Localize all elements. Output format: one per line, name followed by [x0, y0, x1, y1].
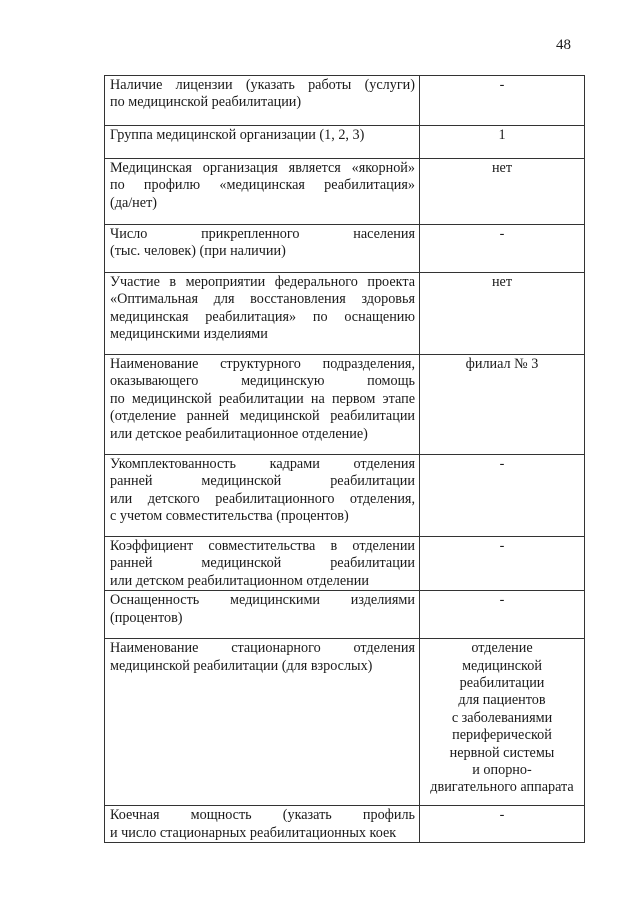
- row-label-line: или детском реабилитационном отделении: [110, 572, 369, 589]
- row-label-line: оказывающего медицинскую помощь: [110, 373, 415, 390]
- row-label-line: Участие в мероприятии федерального проекта: [110, 274, 415, 290]
- row-label-line: по медицинской реабилитации): [110, 94, 302, 111]
- table-row: [105, 126, 585, 159]
- row-label-line: (процентов): [110, 609, 183, 626]
- table-row: [105, 639, 585, 806]
- table-row: [105, 806, 585, 843]
- row-label-line: Наименование стационарного отделения: [110, 640, 415, 657]
- table-row: [105, 455, 585, 537]
- table-row: [105, 76, 585, 126]
- row-value-cell: [420, 591, 585, 639]
- row-label-line: или детское реабилитационное отделение): [110, 425, 368, 442]
- row-value-line: нет: [491, 274, 513, 290]
- table-row: [105, 273, 585, 355]
- row-label-line: с учетом совместительства (процентов): [110, 508, 349, 525]
- table-row: [105, 591, 585, 639]
- row-label-cell: [105, 591, 420, 639]
- row-label-cell: [105, 76, 420, 126]
- row-value-line: филиал № 3: [465, 356, 539, 372]
- row-label-line: Оснащенность медицинскими изделиями: [110, 592, 415, 609]
- row-label-line: Укомплектованность кадрами отделения: [110, 456, 415, 472]
- row-value-line: -: [499, 538, 505, 554]
- row-label-line: Медицинская организация является «якорной»: [110, 160, 415, 176]
- row-value-cell: [420, 355, 585, 455]
- row-value-cell: [420, 159, 585, 225]
- row-value-line: медицинской: [462, 657, 542, 674]
- row-value-cell: [420, 225, 585, 273]
- row-value-line: -: [499, 77, 505, 93]
- table-row: [105, 225, 585, 273]
- row-value-line: периферической: [452, 727, 552, 744]
- row-label-cell: [105, 355, 420, 455]
- row-value-line: 1: [498, 127, 506, 143]
- row-label-line: (тыс. человек) (при наличии): [110, 243, 286, 260]
- row-value-cell: [420, 126, 585, 159]
- row-value-cell: [420, 806, 585, 843]
- row-label-cell: [105, 273, 420, 355]
- row-label-line: медицинская реабилитация» по оснащению: [110, 308, 415, 325]
- row-value-line: для пациентов: [458, 692, 546, 709]
- row-value-line: нет: [491, 160, 513, 176]
- row-label-line: Коечная мощность (указать профиль: [110, 807, 415, 824]
- row-value-line: нервной системы: [449, 744, 555, 761]
- row-value-line: и опорно-: [472, 762, 532, 779]
- row-label-line: Коэффициент совместительства в отделении: [110, 538, 415, 554]
- row-label-cell: [105, 159, 420, 225]
- row-label-line: ранней медицинской реабилитации: [110, 555, 415, 572]
- page-number: 48: [556, 37, 571, 53]
- row-value-line: -: [499, 456, 505, 472]
- row-label-line: Группа медицинской организации (1, 2, 3): [110, 127, 365, 143]
- row-value-cell: [420, 76, 585, 126]
- row-label-cell: [105, 639, 420, 806]
- table-row: [105, 537, 585, 591]
- row-label-line: медицинскими изделиями: [110, 326, 268, 343]
- row-value-cell: [420, 273, 585, 355]
- rehabilitation-info-table: [104, 75, 585, 843]
- row-label-line: (отделение ранней медицинской реабилитации: [110, 408, 415, 425]
- row-value-line: двигательного аппарата: [430, 779, 574, 796]
- row-value-line: -: [499, 226, 505, 242]
- row-label-line: «Оптимальная для восстановления здоровья: [110, 291, 415, 308]
- table-row: [105, 355, 585, 455]
- row-label-cell: [105, 537, 420, 591]
- row-value-line: отделение: [471, 640, 533, 657]
- row-label-line: по медицинской реабилитации на первом этапе: [110, 390, 415, 407]
- row-value-cell: [420, 639, 585, 806]
- row-label-line: Число прикрепленного населения: [110, 226, 415, 242]
- row-value-line: с заболеваниями: [451, 709, 553, 726]
- row-value-line: реабилитации: [459, 675, 545, 692]
- row-label-line: Наличие лицензии (указать работы (услуги): [110, 77, 415, 93]
- row-label-cell: [105, 126, 420, 159]
- row-label-line: медицинской реабилитации (для взрослых): [110, 657, 373, 674]
- row-value-cell: [420, 455, 585, 537]
- row-label-line: (да/нет): [110, 194, 157, 211]
- row-label-line: и число стационарных реабилитационных коек: [110, 824, 397, 841]
- row-value-line: -: [499, 807, 505, 824]
- row-label-line: ранней медицинской реабилитации: [110, 473, 415, 490]
- row-label-line: Наименование структурного подразделения,: [110, 356, 415, 372]
- row-label-line: или детского реабилитационного отделения,: [110, 490, 415, 507]
- row-value-line: -: [499, 592, 505, 609]
- row-value-cell: [420, 537, 585, 591]
- table-row: [105, 159, 585, 225]
- row-label-cell: [105, 455, 420, 537]
- row-label-line: по профилю «медицинская реабилитация»: [110, 177, 415, 194]
- row-label-cell: [105, 806, 420, 843]
- row-label-cell: [105, 225, 420, 273]
